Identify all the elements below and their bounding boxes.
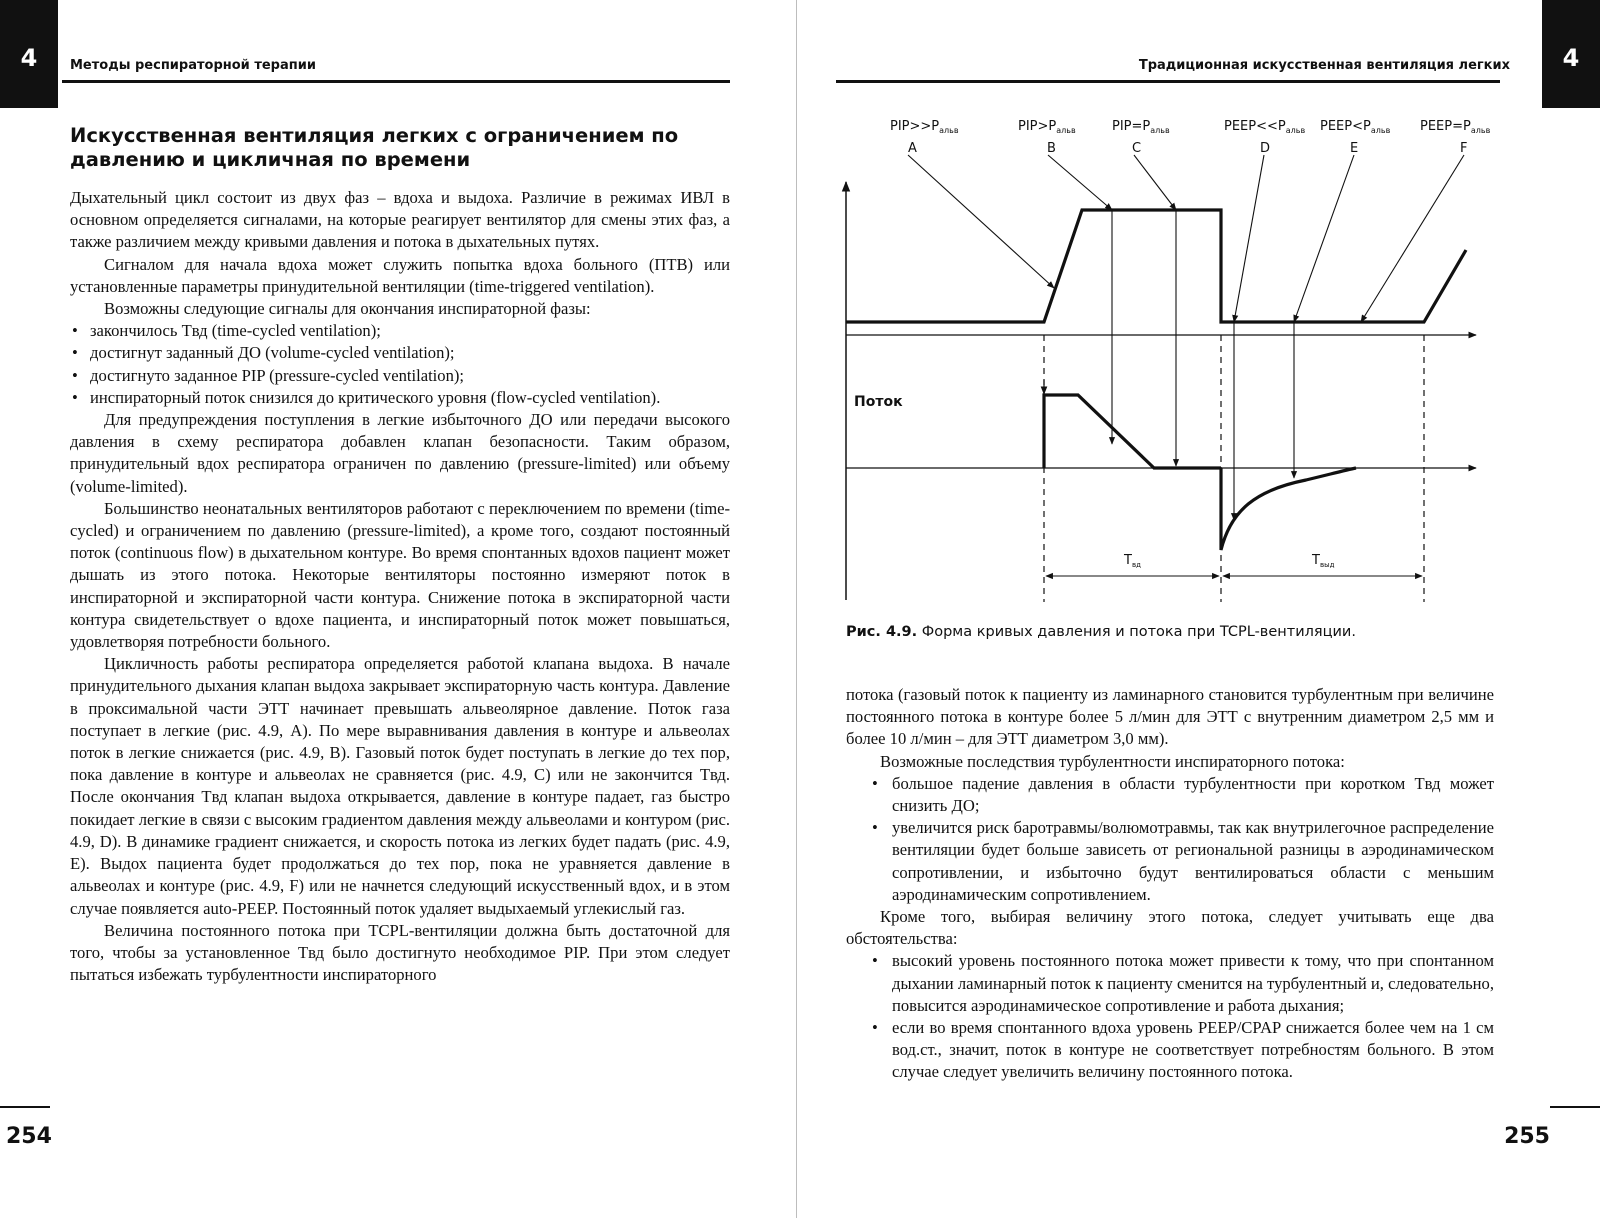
list-item: • закончилось Tвд (time-cycled ventilation);: [70, 320, 730, 342]
paragraph: Кроме того, выбирая величину этого потока, следует учитывать еще два обстоятельства:: [846, 907, 1494, 949]
pointer-b-pressure: [1048, 155, 1112, 210]
bullet-list: [846, 773, 1494, 906]
t-exp-label: $T_{выд}$: [1312, 553, 1335, 569]
bullet-list: [846, 950, 1494, 1083]
pointer-e-pressure: [1294, 155, 1354, 322]
svg-text:PEEP<Pальв: $PEEP<P_{альв}$: [1320, 119, 1391, 135]
paragraph: Большинство неонатальных вентиляторов работают с переключением по времени (time-cycled) и ограничением по давлению (pressure-limited), а кроме того, создают постоянный поток (continuous flow) в дыхательном контуре. Во время спонтанных вдохов пациент может дышать из этого потока. Некоторые вентиляторы постоянно измеряют поток в инспираторной и экспираторной части контура. Снижение потока в экспираторной части контура свидетельствует о вдохе пациента, и инспираторный поток может повышаться, удовлетворяя потребности больного.: [70, 498, 730, 652]
paragraph: Величина постоянного потока при TCPL-вентиляции должна быть достаточной для того, чтобы за установленное Tвд было достигнуто необходимое PIP. При этом следует пытаться избежать турбулентности инспираторного: [70, 920, 730, 985]
caption-text: Форма кривых давления и потока при TCPL-вентиляции.: [921, 624, 1356, 640]
section-title: Искусственная вентиляция легких с ограничением по давлению и цикличная по времени: [70, 124, 679, 171]
header-rule-right: [836, 80, 1500, 83]
right-page: [800, 0, 1600, 1218]
svg-text:PEEP=Pальв: $PEEP=P_{альв}$: [1420, 119, 1491, 135]
expiratory-flow-curve: [1221, 468, 1356, 550]
list-item: • достигнуто заданное PIP (pressure-cycled ventilation);: [70, 365, 730, 387]
paragraph: Дыхательный цикл состоит из двух фаз – вдоха и выдоха. Различие в режимах ИВЛ в основном определяется сигналами, на которые реагирует вентилятор для смены этих фаз, а также различием между кривыми давления и потока в дыхательных путях.: [70, 188, 730, 252]
running-head-right: Традиционная искусственная вентиляция легких: [1138, 58, 1510, 73]
svg-text:PIP=Pальв: $PIP=P_{альв}$: [1112, 119, 1170, 135]
paragraph: потока (газовый поток к пациенту из ламинарного становится турбулентным при величине постоянного потока в контуре более 5 л/мин для ЭТТ с внутренним диаметром 2,5 мм и более 10 л/мин – для ЭТТ диаметром 3,0 мм).: [846, 685, 1494, 749]
state-label-b: [1018, 119, 1076, 156]
paragraph: Для предупреждения поступления в легкие избыточного ДО или передачи высокого давления в схему респиратора добавлен клапан безопасности. Таким образом, принудительный вдох респиратора ограничен по давлению (pressure-limited) или объему (volume-limited).: [70, 410, 730, 496]
figure-4-9: [836, 110, 1496, 620]
running-head-left: Методы респираторной терапии: [70, 58, 316, 73]
svg-text:E: E: [1350, 141, 1359, 156]
right-body-text: [846, 684, 1494, 1084]
svg-text:PIP>Pальв: $PIP>P_{альв}$: [1018, 119, 1076, 135]
paragraph: Возможные последствия турбулентности инспираторного потока:: [880, 751, 1345, 771]
header-rule-left: [62, 80, 730, 83]
chapter-tab-left: 4: [0, 0, 58, 108]
state-label-f: [1420, 119, 1491, 156]
page-number-right: 255: [1504, 1124, 1550, 1149]
list-item: • если во время спонтанного вдоха уровень PEEP/CPAP снижается более чем на 1 см вод.ст., значит, поток в контуре не соответствует потребностям больного. В этом случае следует увеличить величину постоянного потока.: [846, 1017, 1494, 1084]
state-label-a: [890, 119, 959, 156]
pointer-f-pressure: [1361, 155, 1464, 322]
list-item: • большое падение давления в области турбулентности при коротком Tвд может снизить ДО;: [846, 773, 1494, 817]
gutter: [796, 0, 797, 1218]
figure-caption: [846, 624, 1496, 640]
left-page: [0, 0, 790, 1218]
svg-text:F: F: [1460, 141, 1468, 156]
caption-prefix: Рис. 4.9.: [846, 624, 918, 640]
paragraph: Возможны следующие сигналы для окончания инспираторной фазы:: [104, 299, 591, 319]
pointer-a: [908, 155, 1054, 288]
list-item: • достигнут заданный ДО (volume-cycled ventilation);: [70, 342, 730, 364]
svg-text:A: A: [908, 141, 917, 156]
state-label-e: [1320, 119, 1391, 156]
state-label-c: [1112, 119, 1170, 156]
bullet-list: [70, 320, 730, 409]
footer-rule-left: [0, 1106, 50, 1108]
list-item: • увеличится риск баротравмы/волюмотравмы, так как внутрилегочное распределение вентиляции будет больше зависеть от региональной разницы в аэродинамическом сопротивлении, и избыточно будут вентилироваться области с меньшим аэродинамическим сопротивлением.: [846, 817, 1494, 906]
flow-label: Поток: [854, 394, 903, 410]
list-item: • инспираторный поток снизился до критического уровня (flow-cycled ventilation).: [70, 387, 730, 409]
list-item: • высокий уровень постоянного потока может привести к тому, что при спонтанном дыхании ламинарный поток к пациенту сменится на турбулентный и, следовательно, повысится аэродинамическое сопротивление и работа дыхания;: [846, 950, 1494, 1017]
svg-text:C: C: [1132, 141, 1142, 156]
left-body-text: [70, 187, 730, 986]
svg-text:D: D: [1260, 141, 1271, 156]
svg-text:PEEP<<Pальв: $PEEP<<P_{альв}$: [1224, 119, 1306, 135]
svg-text:PIP>>Pальв: $PIP>>P_{альв}$: [890, 119, 959, 135]
inspiratory-flow-curve: [1044, 395, 1221, 468]
pointer-d-pressure: [1234, 155, 1264, 322]
footer-rule-right: [1550, 1106, 1600, 1108]
paragraph: Сигналом для начала вдоха может служить попытка вдоха больного (ПТВ) или установленные параметры принудительной вентиляции (time-triggered ventilation).: [70, 254, 730, 296]
state-label-d: [1224, 119, 1305, 156]
paragraph: Цикличность работы респиратора определяется работой клапана выдоха. В начале принудительного дыхания клапан выдоха закрывает экспираторную часть контура. Давление в проксимальной части ЭТТ начинает превышать альвеолярное давление. Поток газа поступает в легкие (рис. 4.9, A). По мере выравнивания давления в контуре и альвеолах поток в легкие снижается (рис. 4.9, B). Газовый поток будет поступать в легкие до тех пор, пока давление в контуре и альвеолах не сравняется (рис. 4.9, C) или не закончится Tвд. После окончания Tвд клапан выдоха открывается, давление в контуре падает, газ быстро покидает легкие в связи с высоким градиентом давления между альвеолами и контуром (рис. 4.9, D). В динамике градиент снижается, и скорость потока из легких будет падать (рис. 4.9, E). Выдох пациента будет продолжаться до тех пор, пока не уравняется давление в альвеолах и контуре (рис. 4.9, F) или не начнется следующий искусственный вдох, и в этом случае появляется auto-PEEP. Постоянный поток удаляет выдыхаемый углекислый газ.: [70, 654, 730, 918]
chapter-tab-right: 4: [1542, 0, 1600, 108]
svg-text:B: B: [1047, 141, 1056, 156]
page-number-left: 254: [6, 1124, 52, 1149]
t-insp-label: $T_{вд}$: [1124, 553, 1141, 569]
pressure-curve: [846, 210, 1466, 322]
pointer-c-pressure: [1134, 155, 1176, 210]
